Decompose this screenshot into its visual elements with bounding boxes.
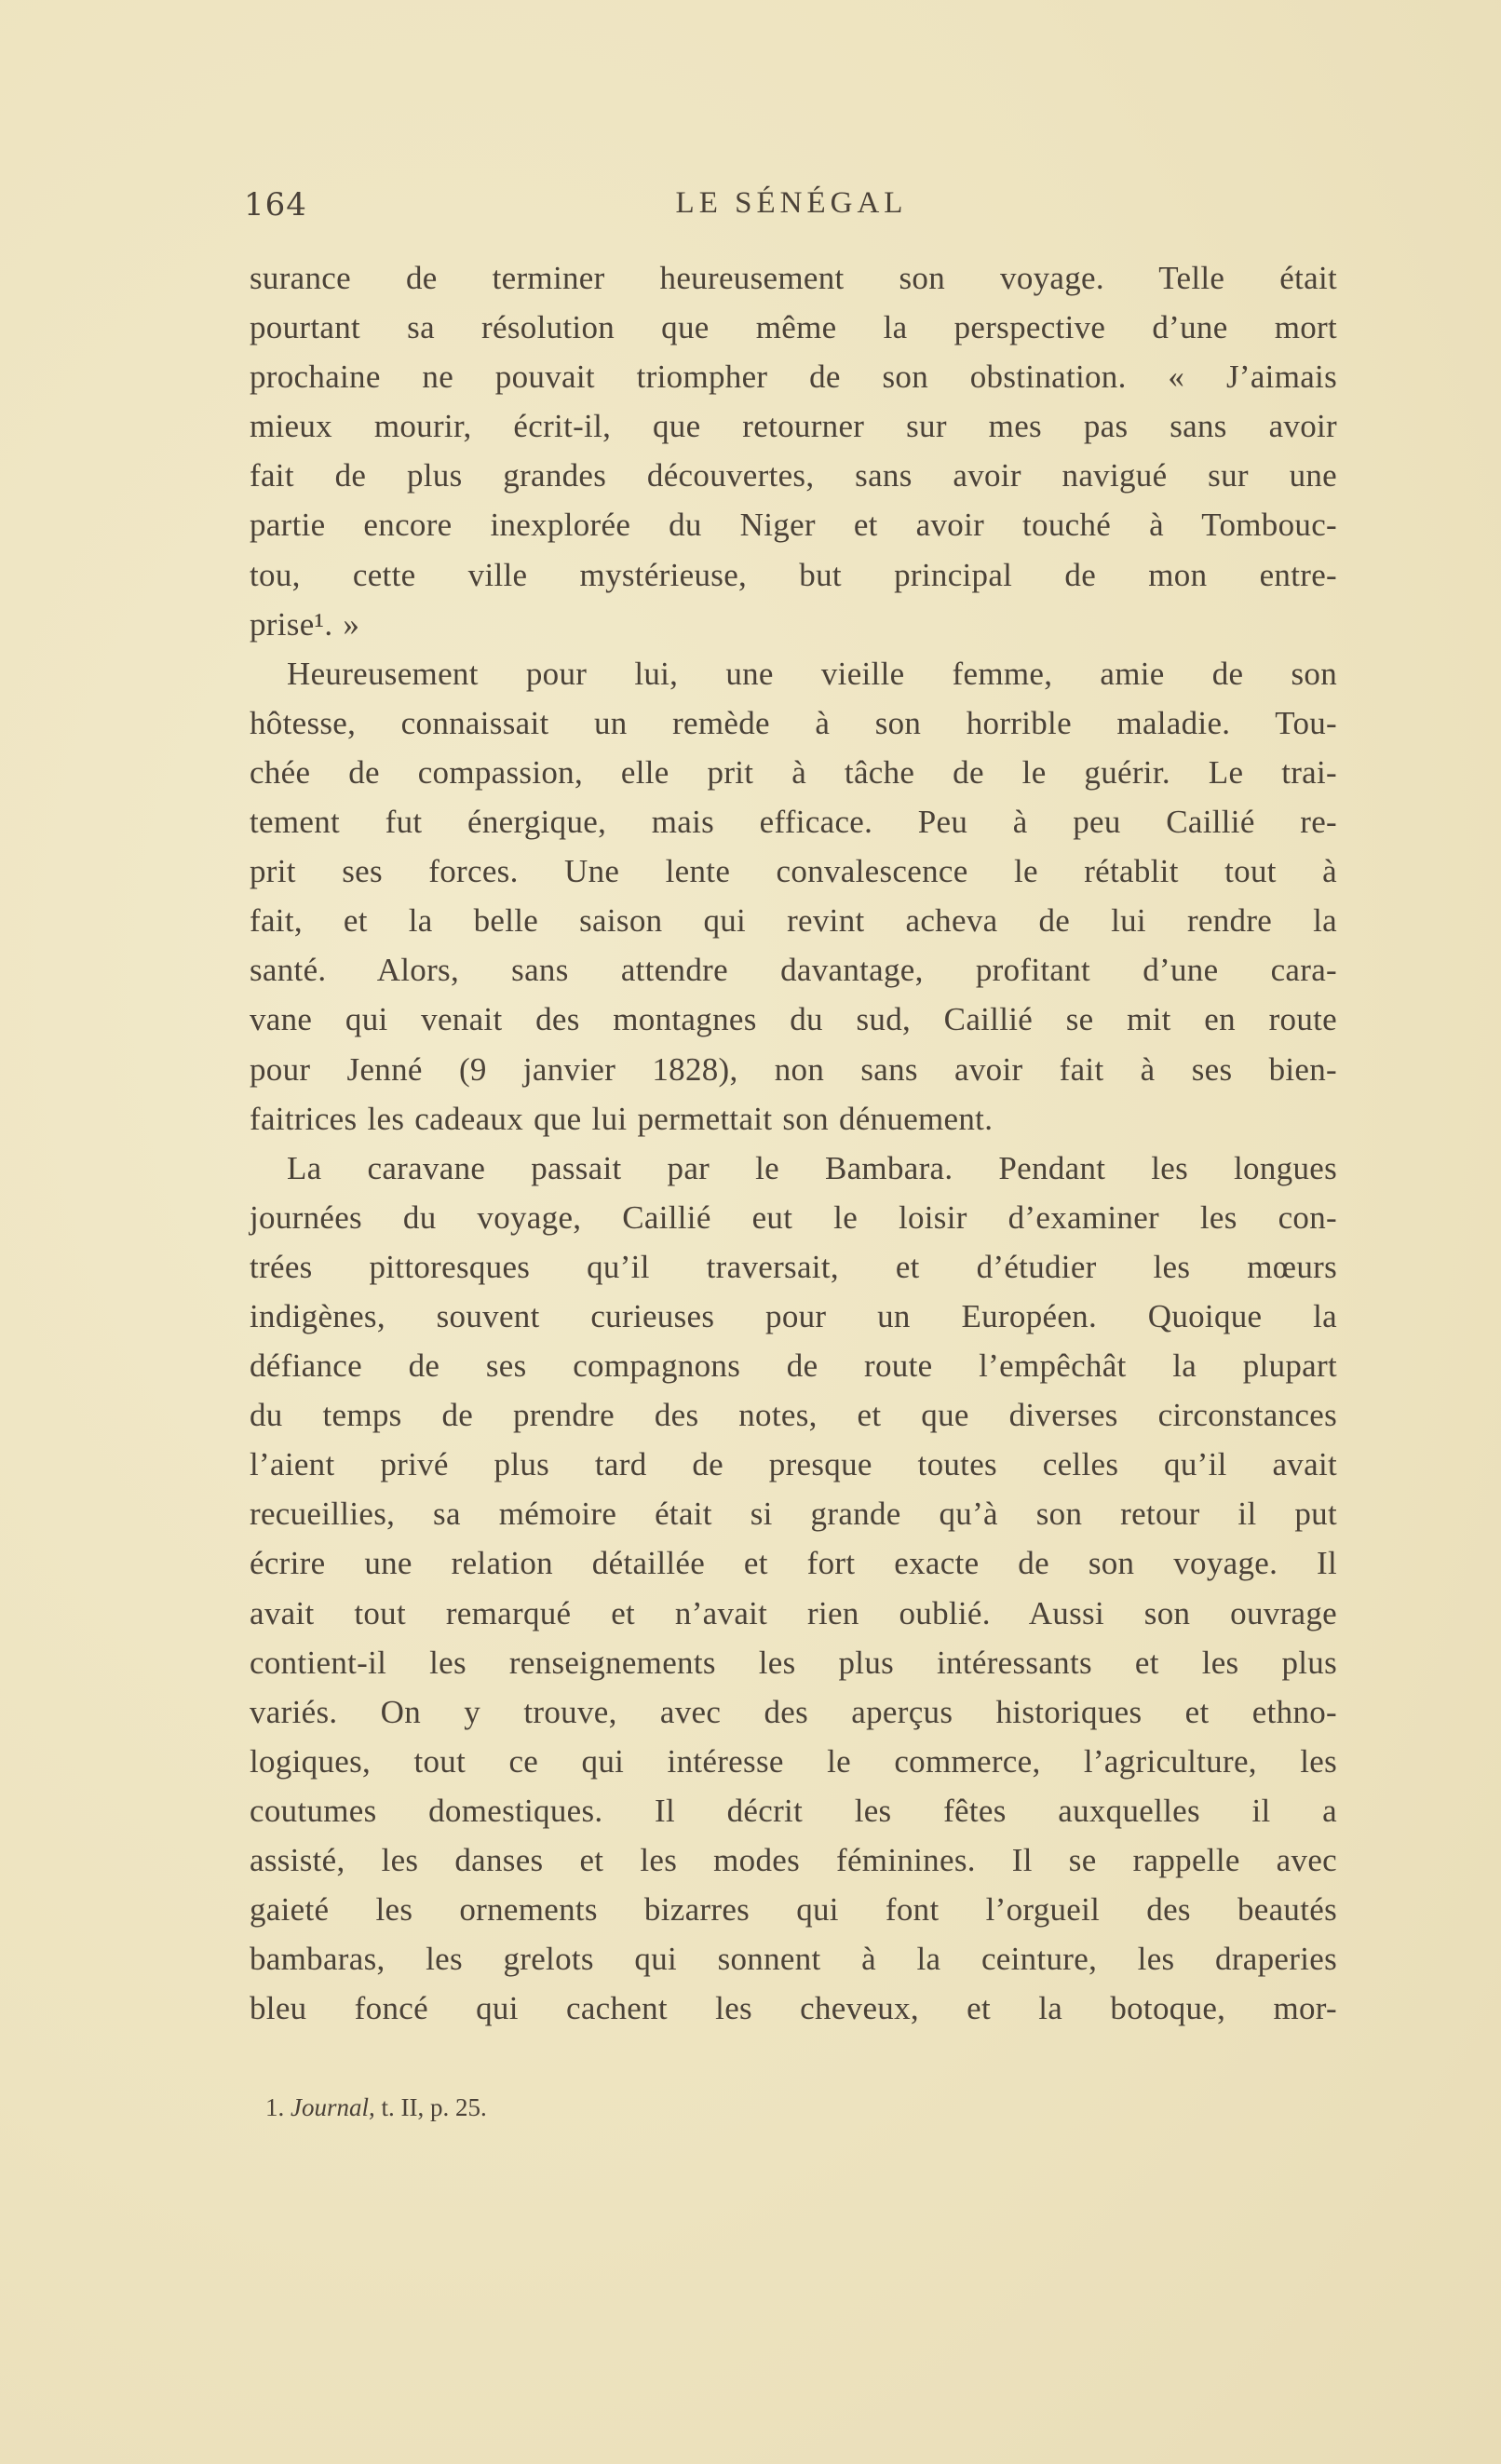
text-line: recueillies, sa mémoire était si grande qu’à son retour il put [250, 1496, 1337, 1533]
text-line: prochaine ne pouvait triompher de son obstination. « J’aimais [250, 359, 1337, 396]
text-line: partie encore inexplorée du Niger et avoir touché à Tombouc- [250, 507, 1337, 544]
page-number: 164 [244, 186, 307, 223]
text-line: écrire une relation détaillée et fort exacte de son voyage. Il [250, 1545, 1337, 1582]
text-line: chée de compassion, elle prit à tâche de le guérir. Le trai- [250, 753, 1337, 791]
text-line: contient-il les renseignements les plus intéressants et les plus [250, 1644, 1337, 1681]
text-line: variés. On y trouve, avec des aperçus historiques et ethno- [250, 1693, 1337, 1730]
text-line: hôtesse, connaissait un remède à son horrible maladie. Tou- [250, 704, 1337, 741]
text-line: mieux mourir, écrit-il, que retourner sur mes pas sans avoir [250, 408, 1337, 445]
text-line: pourtant sa résolution que même la perspective d’une mort [250, 309, 1337, 346]
text-line: logiques, tout ce qui intéresse le commerce, l’agriculture, les [250, 1742, 1337, 1780]
text-line: du temps de prendre des notes, et que diverses circonstances [250, 1397, 1337, 1434]
footnote-number: 1. [265, 2093, 285, 2121]
text-line: journées du voyage, Caillié eut le loisir d’examiner les con- [250, 1198, 1337, 1236]
text-line: tement fut énergique, mais efficace. Peu à peu Caillié re- [250, 804, 1337, 841]
text-line: assisté, les danses et les modes féminines. Il se rappelle avec [250, 1842, 1337, 1878]
running-title: LE SÉNÉGAL [675, 186, 908, 220]
footnote-title: Journal, [291, 2093, 375, 2121]
footnote [265, 2093, 487, 2122]
text-line: bleu foncé qui cachent les cheveux, et la botoque, mor- [250, 1990, 1337, 2027]
footnote-reference: t. II, p. 25. [381, 2093, 487, 2121]
text-line: Heureusement pour lui, une vieille femme, amie de son [287, 655, 1337, 692]
text-line: fait, et la belle saison qui revint acheva de lui rendre la [250, 902, 1337, 940]
text-line: l’aient privé plus tard de presque toutes celles qu’il avait [250, 1446, 1337, 1483]
text-line: santé. Alors, sans attendre davantage, profitant d’une cara- [250, 952, 1337, 989]
text-line: défiance de ses compagnons de route l’empêchât la plupart [250, 1347, 1337, 1385]
text-line: vane qui venait des montagnes du sud, Caillié se mit en route [250, 1001, 1337, 1038]
text-line: indigènes, souvent curieuses pour un Européen. Quoique la [250, 1297, 1337, 1334]
text-line: La caravane passait par le Bambara. Pendant les longues [287, 1149, 1337, 1186]
text-line: surance de terminer heureusement son voyage. Telle était [250, 260, 1337, 296]
text-line: avait tout remarqué et n’avait rien oublié. Aussi son ouvrage [250, 1594, 1337, 1631]
text-line: coutumes domestiques. Il décrit les fêtes auxquelles il a [250, 1792, 1337, 1829]
text-line: pour Jenné (9 janvier 1828), non sans avoir fait à ses bien- [250, 1050, 1337, 1088]
body-text [250, 253, 1337, 2033]
text-line: fait de plus grandes découvertes, sans avoir navigué sur une [250, 457, 1337, 494]
text-line: prise¹. » [250, 605, 360, 643]
text-line: gaieté les ornements bizarres qui font l’orgueil des beautés [250, 1891, 1337, 1929]
text-line: bambaras, les grelots qui sonnent à la ceinture, les draperies [250, 1941, 1337, 1978]
text-line: prit ses forces. Une lente convalescence le rétablit tout à [250, 853, 1337, 890]
text-line: trées pittoresques qu’il traversait, et d’étudier les mœurs [250, 1248, 1337, 1285]
text-line: tou, cette ville mystérieuse, but principal de mon entre- [250, 556, 1337, 593]
text-line: faitrices les cadeaux que lui permettait son dénuement. [250, 1100, 994, 1137]
